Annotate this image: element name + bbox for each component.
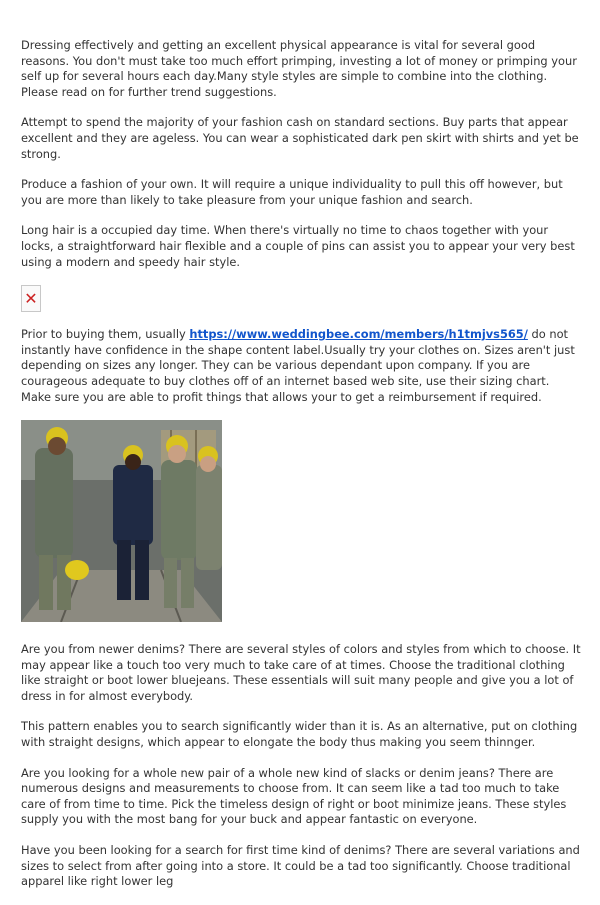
paragraph-first-time-denims: Have you been looking for a search for first time kind of denims? There are several variations and sizes to select from after going into a store. It could be a tad too significantly. Choose traditional apparel like right lower leg	[21, 843, 580, 889]
paragraph-intro: Dressing effectively and getting an excellent physical appearance is vital for several good reasons. You don't must take too much effort primping, investing a lot of money or primping your self up for several hours each day.Many style styles are simple to combine into the clothing. Please read on for further trend suggestions.	[21, 38, 577, 99]
paragraph-own-fashion: Produce a fashion of your own. It will require a unique individuality to pull this off however, but you are more than likely to take pleasure from your unique fashion and search.	[21, 177, 563, 207]
paragraph-long-hair: Long hair is a occupied day time. When there's virtually no time to chaos together with your locks, a straightforward hair flexible and a couple of pins can assist you to appear your very best using a modern and speedy hair style.	[21, 223, 575, 269]
sizing-text-after: do not instantly have confidence in the shape content label.Usually try your clothes on. Sizes aren't just depending on sizes any longer. They can be various dependant upon company. If you are courageous adequate to buy clothes off of an internet based web site, use their sizing chart. Make sure you are able to profit things that allows your to get a reimbursement if required.	[21, 327, 575, 404]
article-body	[21, 38, 581, 905]
paragraph-pattern: This pattern enables you to search significantly wider than it is. As an alternative, put on clothing with straight designs, which appear to elongate the body thus making you seem thinnger.	[21, 719, 578, 750]
broken-image-icon: ✕	[21, 285, 41, 312]
paragraph-newer-denims: Are you from newer denims? There are several styles of colors and styles from which to choose. It may appear like a touch too very much to take care of at times. Choose the traditional clothing like straight or boot lower bluejeans. These essentials will suit many people and give you a lot of dress in for almost everybody.	[21, 642, 581, 703]
sizing-text-before: Prior to buying them, usually	[21, 327, 190, 342]
weddingbee-link[interactable]: https://www.weddingbee.com/members/h1tmjvs565/	[189, 327, 528, 342]
paragraph-new-slacks: Are you looking for a whole new pair of a whole new kind of slacks or denim jeans? There are numerous designs and measurements to choose from. It can seem like a tad too much to take care of from time to time. Pick the timeless design of right or boot minimize jeans. These styles supply you with the most bang for your buck and appear fantastic on everyone.	[21, 765, 567, 827]
paragraph-sizing	[21, 327, 581, 405]
article-photo	[21, 420, 222, 622]
paragraph-standard-pieces: Attempt to spend the majority of your fashion cash on standard sections. Buy parts that appear excellent and they are ageless. You can wear a sophisticated dark pen skirt with shirts and yet be strong.	[21, 115, 579, 161]
